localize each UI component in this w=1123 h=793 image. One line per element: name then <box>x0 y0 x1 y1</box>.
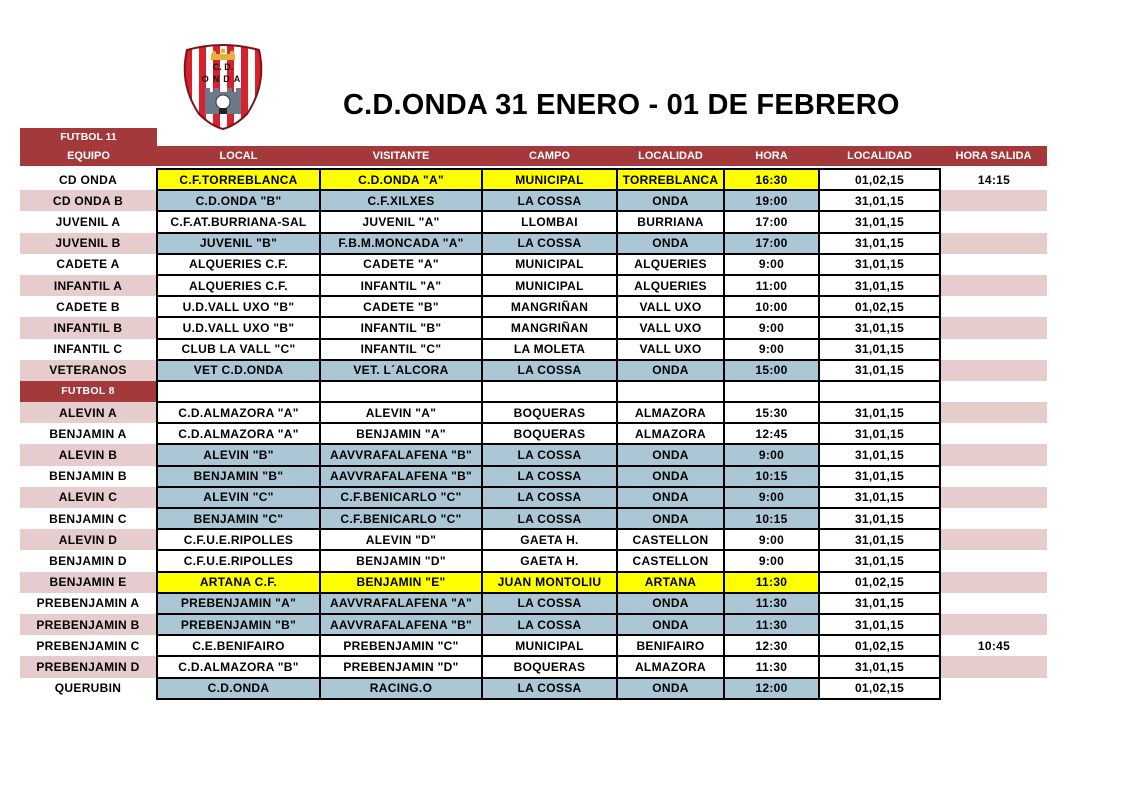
table-row <box>20 402 1047 423</box>
visitante-cell: PREBENJAMIN "D" <box>320 656 482 677</box>
team-cell: ALEVIN A <box>20 402 157 423</box>
fecha-cell: 31,01,15 <box>819 444 940 465</box>
localidad-cell: VALL UXO <box>617 296 724 317</box>
localidad-cell: CASTELLON <box>617 529 724 550</box>
local-cell: CLUB LA VALL "C" <box>157 339 320 360</box>
empty-cell <box>724 381 819 402</box>
visitante-cell: ALEVIN "A" <box>320 402 482 423</box>
hora-salida-cell <box>940 211 1047 232</box>
campo-cell: MUNICIPAL <box>482 635 617 656</box>
campo-cell: LA COSSA <box>482 487 617 508</box>
local-cell: ALEVIN "C" <box>157 487 320 508</box>
header-visitante: VISITANTE <box>372 150 430 162</box>
fecha-cell: 31,01,15 <box>819 275 940 296</box>
logo-text-bottom: ONDA <box>201 74 245 84</box>
visitante-cell: AAVVRAFALAFENA "B" <box>320 466 482 487</box>
hora-salida-cell <box>940 550 1047 571</box>
fecha-cell: 31,01,15 <box>819 233 940 254</box>
local-cell: C.D.ONDA <box>157 678 320 699</box>
hora-cell: 15:00 <box>724 360 819 381</box>
visitante-cell: C.F.BENICARLO "C" <box>320 487 482 508</box>
fecha-cell: 31,01,15 <box>819 254 940 275</box>
table-row <box>20 593 1047 614</box>
local-cell: U.D.VALL UXO "B" <box>157 296 320 317</box>
fecha-cell: 31,01,15 <box>819 190 940 211</box>
hora-cell: 10:15 <box>724 508 819 529</box>
campo-cell: LA COSSA <box>482 444 617 465</box>
team-cell: INFANTIL C <box>20 339 157 360</box>
hora-cell: 9:00 <box>724 444 819 465</box>
team-cell: BENJAMIN A <box>20 423 157 444</box>
visitante-cell: C.F.BENICARLO "C" <box>320 508 482 529</box>
header-hora-salida: HORA SALIDA <box>955 150 1032 162</box>
page-title: C.D.ONDA 31 ENERO - 01 DE FEBRERO <box>343 89 900 121</box>
team-cell: CD ONDA B <box>20 190 157 211</box>
hora-cell: 12:45 <box>724 423 819 444</box>
header-campo: CAMPO <box>529 150 570 162</box>
team-cell: JUVENIL B <box>20 233 157 254</box>
visitante-cell: BENJAMIN "A" <box>320 423 482 444</box>
table-row <box>20 466 1047 487</box>
fecha-cell: 31,01,15 <box>819 339 940 360</box>
hora-cell: 9:00 <box>724 339 819 360</box>
hora-cell: 17:00 <box>724 211 819 232</box>
campo-cell: LA COSSA <box>482 466 617 487</box>
localidad-cell: ONDA <box>617 190 724 211</box>
local-cell: ALQUERIES C.F. <box>157 254 320 275</box>
schedule-table <box>20 168 1047 700</box>
campo-cell: BOQUERAS <box>482 402 617 423</box>
fecha-cell: 31,01,15 <box>819 402 940 423</box>
empty-cell <box>157 381 320 402</box>
localidad-cell: VALL UXO <box>617 317 724 338</box>
empty-cell <box>819 381 940 402</box>
hora-salida-cell <box>940 529 1047 550</box>
team-cell: PREBENJAMIN C <box>20 635 157 656</box>
team-cell: ALEVIN D <box>20 529 157 550</box>
visitante-cell: RACING.O <box>320 678 482 699</box>
campo-cell: BOQUERAS <box>482 423 617 444</box>
hora-salida-cell <box>940 444 1047 465</box>
team-cell: ALEVIN C <box>20 487 157 508</box>
campo-cell: LA COSSA <box>482 614 617 635</box>
localidad-cell: ALQUERIES <box>617 254 724 275</box>
local-cell: BENJAMIN "B" <box>157 466 320 487</box>
campo-cell: MUNICIPAL <box>482 169 617 190</box>
hora-salida-cell <box>940 296 1047 317</box>
hora-cell: 9:00 <box>724 254 819 275</box>
local-cell: C.F.U.E.RIPOLLES <box>157 550 320 571</box>
campo-cell: MANGRIÑAN <box>482 317 617 338</box>
localidad-cell: ONDA <box>617 466 724 487</box>
section-label-futbol-8: FUTBOL 8 <box>20 381 157 402</box>
fecha-cell: 31,01,15 <box>819 423 940 444</box>
hora-salida-cell <box>940 360 1047 381</box>
team-cell: CADETE A <box>20 254 157 275</box>
hora-salida-cell <box>940 233 1047 254</box>
local-cell: U.D.VALL UXO "B" <box>157 317 320 338</box>
hora-cell: 17:00 <box>724 233 819 254</box>
hora-cell: 11:00 <box>724 275 819 296</box>
hora-cell: 10:15 <box>724 466 819 487</box>
team-cell: BENJAMIN C <box>20 508 157 529</box>
fecha-cell: 31,01,15 <box>819 656 940 677</box>
local-cell: C.F.AT.BURRIANA-SAL <box>157 211 320 232</box>
campo-cell: JUAN MONTOLIU <box>482 572 617 593</box>
fecha-cell: 31,01,15 <box>819 211 940 232</box>
team-cell: CD ONDA <box>20 169 157 190</box>
localidad-cell: ALMAZORA <box>617 402 724 423</box>
local-cell: C.D.ONDA "B" <box>157 190 320 211</box>
campo-cell: LLOMBAI <box>482 211 617 232</box>
local-cell: PREBENJAMIN "A" <box>157 593 320 614</box>
table-row <box>20 614 1047 635</box>
hora-salida-cell <box>940 593 1047 614</box>
localidad-cell: ONDA <box>617 508 724 529</box>
localidad-cell: ONDA <box>617 233 724 254</box>
table-row <box>20 254 1047 275</box>
hora-cell: 9:00 <box>724 529 819 550</box>
team-cell: BENJAMIN D <box>20 550 157 571</box>
fecha-cell: 31,01,15 <box>819 508 940 529</box>
table-row <box>20 317 1047 338</box>
hora-cell: 11:30 <box>724 656 819 677</box>
local-cell: C.E.BENIFAIRO <box>157 635 320 656</box>
hora-cell: 11:30 <box>724 614 819 635</box>
fecha-cell: 31,01,15 <box>819 529 940 550</box>
local-cell: ALQUERIES C.F. <box>157 275 320 296</box>
hora-salida-cell <box>940 614 1047 635</box>
table-row <box>20 572 1047 593</box>
localidad-cell: ALQUERIES <box>617 275 724 296</box>
visitante-cell: BENJAMIN "E" <box>320 572 482 593</box>
visitante-cell: AAVVRAFALAFENA "A" <box>320 593 482 614</box>
hora-salida-cell <box>940 254 1047 275</box>
visitante-cell: INFANTIL "B" <box>320 317 482 338</box>
local-cell: C.D.ALMAZORA "B" <box>157 656 320 677</box>
campo-cell: MUNICIPAL <box>482 275 617 296</box>
hora-salida-cell <box>940 487 1047 508</box>
fecha-cell: 31,01,15 <box>819 593 940 614</box>
visitante-cell: JUVENIL "A" <box>320 211 482 232</box>
team-cell: PREBENJAMIN B <box>20 614 157 635</box>
campo-cell: LA COSSA <box>482 508 617 529</box>
visitante-cell: AAVVRAFALAFENA "B" <box>320 614 482 635</box>
localidad-cell: CASTELLON <box>617 550 724 571</box>
hora-cell: 9:00 <box>724 550 819 571</box>
header-equipo: EQUIPO <box>67 150 110 162</box>
team-cell: PREBENJAMIN A <box>20 593 157 614</box>
localidad-cell: ONDA <box>617 614 724 635</box>
team-cell: BENJAMIN B <box>20 466 157 487</box>
table-row <box>20 508 1047 529</box>
hora-salida-cell <box>940 678 1047 699</box>
campo-cell: BOQUERAS <box>482 656 617 677</box>
localidad-cell: ALMAZORA <box>617 423 724 444</box>
header-hora: HORA <box>755 150 788 162</box>
fecha-cell: 01,02,15 <box>819 572 940 593</box>
campo-cell: LA COSSA <box>482 233 617 254</box>
hora-salida-cell <box>940 423 1047 444</box>
table-row <box>20 423 1047 444</box>
empty-cell <box>482 381 617 402</box>
visitante-cell: PREBENJAMIN "C" <box>320 635 482 656</box>
logo-text-top: C. D. <box>212 62 234 72</box>
table-row <box>20 211 1047 232</box>
hora-cell: 16:30 <box>724 169 819 190</box>
campo-cell: LA COSSA <box>482 190 617 211</box>
table-row <box>20 529 1047 550</box>
hora-salida-cell: 14:15 <box>940 169 1047 190</box>
team-cell: INFANTIL B <box>20 317 157 338</box>
team-cell: CADETE B <box>20 296 157 317</box>
table-row <box>20 296 1047 317</box>
hora-cell: 11:30 <box>724 593 819 614</box>
hora-salida-cell <box>940 466 1047 487</box>
localidad-cell: TORREBLANCA <box>617 169 724 190</box>
table-row <box>20 190 1047 211</box>
table-row <box>20 275 1047 296</box>
hora-cell: 9:00 <box>724 487 819 508</box>
hora-cell: 12:30 <box>724 635 819 656</box>
visitante-cell: VET. L´ALCORA <box>320 360 482 381</box>
table-row <box>20 233 1047 254</box>
hora-cell: 10:00 <box>724 296 819 317</box>
table-row <box>20 550 1047 571</box>
team-cell: VETERANOS <box>20 360 157 381</box>
section-row-futbol-8 <box>20 381 1047 402</box>
local-cell: C.F.U.E.RIPOLLES <box>157 529 320 550</box>
campo-cell: MANGRIÑAN <box>482 296 617 317</box>
fecha-cell: 31,01,15 <box>819 360 940 381</box>
fecha-cell: 01,02,15 <box>819 296 940 317</box>
fecha-cell: 31,01,15 <box>819 317 940 338</box>
localidad-cell: BENIFAIRO <box>617 635 724 656</box>
team-cell: ALEVIN B <box>20 444 157 465</box>
visitante-cell: ALEVIN "D" <box>320 529 482 550</box>
team-cell: PREBENJAMIN D <box>20 656 157 677</box>
campo-cell: LA MOLETA <box>482 339 617 360</box>
column-header-bar <box>20 146 1047 166</box>
campo-cell: GAETA H. <box>482 529 617 550</box>
local-cell: ARTANA C.F. <box>157 572 320 593</box>
localidad-cell: ONDA <box>617 487 724 508</box>
local-cell: C.D.ALMAZORA "A" <box>157 402 320 423</box>
visitante-cell: C.F.XILXES <box>320 190 482 211</box>
table-row <box>20 656 1047 677</box>
campo-cell: LA COSSA <box>482 678 617 699</box>
table-row <box>20 444 1047 465</box>
fecha-cell: 31,01,15 <box>819 487 940 508</box>
hora-cell: 9:00 <box>724 317 819 338</box>
visitante-cell: BENJAMIN "D" <box>320 550 482 571</box>
local-cell: PREBENJAMIN "B" <box>157 614 320 635</box>
hora-salida-cell <box>940 317 1047 338</box>
hora-cell: 12:00 <box>724 678 819 699</box>
localidad-cell: BURRIANA <box>617 211 724 232</box>
fecha-cell: 01,02,15 <box>819 678 940 699</box>
visitante-cell: C.D.ONDA "A" <box>320 169 482 190</box>
localidad-cell: ONDA <box>617 444 724 465</box>
local-cell: C.D.ALMAZORA "A" <box>157 423 320 444</box>
hora-cell: 11:30 <box>724 572 819 593</box>
hora-salida-cell <box>940 656 1047 677</box>
visitante-cell: AAVVRAFALAFENA "B" <box>320 444 482 465</box>
campo-cell: LA COSSA <box>482 593 617 614</box>
hora-salida-cell <box>940 402 1047 423</box>
localidad-cell: ALMAZORA <box>617 656 724 677</box>
visitante-cell: F.B.M.MONCADA "A" <box>320 233 482 254</box>
empty-cell <box>617 381 724 402</box>
empty-cell <box>320 381 482 402</box>
hora-salida-cell <box>940 275 1047 296</box>
localidad-cell: VALL UXO <box>617 339 724 360</box>
campo-cell: MUNICIPAL <box>482 254 617 275</box>
table-row <box>20 169 1047 190</box>
localidad-cell: ONDA <box>617 360 724 381</box>
localidad-cell: ONDA <box>617 678 724 699</box>
localidad-cell: ARTANA <box>617 572 724 593</box>
hora-cell: 15:30 <box>724 402 819 423</box>
hora-salida-cell <box>940 508 1047 529</box>
table-row <box>20 360 1047 381</box>
hora-salida-cell <box>940 339 1047 360</box>
table-row <box>20 635 1047 656</box>
hora-cell: 19:00 <box>724 190 819 211</box>
localidad-cell: ONDA <box>617 593 724 614</box>
local-cell: VET C.D.ONDA <box>157 360 320 381</box>
hora-salida-cell: 10:45 <box>940 635 1047 656</box>
fecha-cell: 31,01,15 <box>819 466 940 487</box>
visitante-cell: CADETE "B" <box>320 296 482 317</box>
hora-salida-cell <box>940 190 1047 211</box>
table-row <box>20 487 1047 508</box>
fecha-cell: 01,02,15 <box>819 635 940 656</box>
team-cell: INFANTIL A <box>20 275 157 296</box>
visitante-cell: CADETE "A" <box>320 254 482 275</box>
campo-cell: LA COSSA <box>482 360 617 381</box>
visitante-cell: INFANTIL "C" <box>320 339 482 360</box>
local-cell: ALEVIN "B" <box>157 444 320 465</box>
hora-salida-cell <box>940 572 1047 593</box>
fecha-cell: 31,01,15 <box>819 550 940 571</box>
local-cell: JUVENIL "B" <box>157 233 320 254</box>
header-local: LOCAL <box>219 150 258 162</box>
team-cell: JUVENIL A <box>20 211 157 232</box>
visitante-cell: INFANTIL "A" <box>320 275 482 296</box>
local-cell: BENJAMIN "C" <box>157 508 320 529</box>
table-row <box>20 339 1047 360</box>
empty-cell <box>940 381 1047 402</box>
campo-cell: GAETA H. <box>482 550 617 571</box>
fecha-cell: 31,01,15 <box>819 614 940 635</box>
header-localidad: LOCALIDAD <box>638 150 703 162</box>
fecha-cell: 01,02,15 <box>819 169 940 190</box>
team-cell: QUERUBIN <box>20 678 157 699</box>
section-label-futbol-11: FUTBOL 11 <box>20 128 157 146</box>
club-crest-logo <box>181 44 265 130</box>
local-cell: C.F.TORREBLANCA <box>157 169 320 190</box>
header-localidad-fecha: LOCALIDAD <box>847 150 912 162</box>
table-row <box>20 678 1047 699</box>
team-cell: BENJAMIN E <box>20 572 157 593</box>
